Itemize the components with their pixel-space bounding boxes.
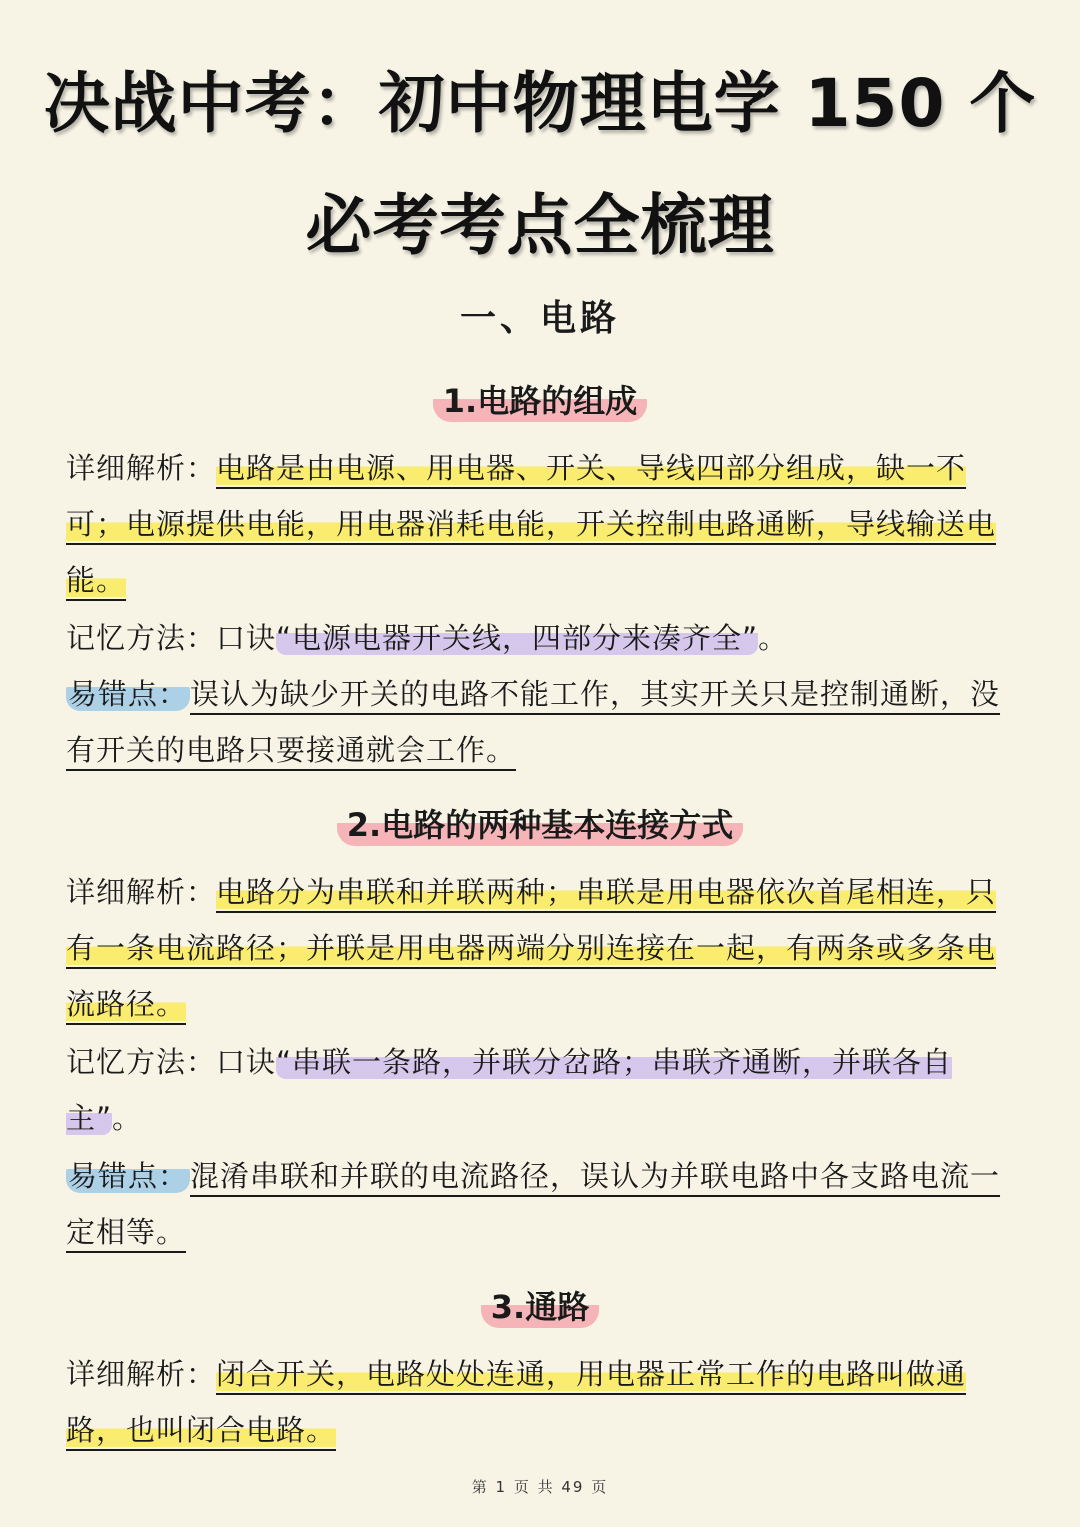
document-title-line-1: 决战中考：初中物理电学 150 个 [43, 65, 1037, 142]
topic-3-heading [0, 1282, 1080, 1328]
topic-1-heading-text: 1.电路的组成 [433, 382, 647, 422]
topic-2-memory-text: “串联一条路，并联分岔路；串联齐通断，并联各自主” [66, 1045, 953, 1135]
document-title-line-2: 必考考点全梳理 [305, 187, 775, 264]
memory-suffix: 。 [112, 1101, 143, 1135]
topic-2-heading [0, 800, 1080, 846]
detail-label: 详细解析： [66, 451, 217, 485]
topic-1-detail-text: 电路是由电源、用电器、开关、导线四部分组成，缺一不可；电源提供电能，用电器消耗电能，开关控制电路通断，导线输送电能。 [66, 451, 997, 597]
memory-suffix: 。 [758, 621, 789, 655]
detail-label: 详细解析： [66, 875, 217, 909]
topic-1-detail [66, 440, 1016, 608]
topic-2-heading-text: 2.电路的两种基本连接方式 [337, 806, 743, 846]
topic-3-heading-text: 3.通路 [481, 1288, 599, 1328]
topic-2-error [66, 1148, 1016, 1260]
topic-2-detail [66, 864, 1016, 1032]
topic-1-error [66, 666, 1016, 778]
topic-1-memory [66, 610, 1016, 666]
detail-label: 详细解析： [66, 1357, 217, 1391]
section-title: 一、电路 [459, 298, 620, 339]
topic-1-heading [0, 376, 1080, 422]
topic-2-detail-text: 电路分为串联和并联两种；串联是用电器依次首尾相连，只有一条电流路径；并联是用电器两端分别连接在一起，有两条或多条电流路径。 [66, 875, 997, 1021]
topic-1-memory-text: “电源电器开关线，四部分来凑齐全” [276, 621, 759, 655]
error-label: 易错点： [68, 1159, 189, 1193]
memory-prefix: 口诀 [216, 621, 277, 655]
topic-3-detail-text: 闭合开关，电路处处连通，用电器正常工作的电路叫做通路，也叫闭合电路。 [66, 1357, 967, 1447]
topic-3-detail [66, 1346, 1016, 1458]
topic-1-error-text: 误认为缺少开关的电路不能工作，其实开关只是控制通断，没有开关的电路只要接通就会工作。 [66, 677, 1001, 767]
memory-label: 记忆方法： [66, 1045, 217, 1079]
memory-prefix: 口诀 [216, 1045, 277, 1079]
page-footer: 第 1 页 共 49 页 [471, 1478, 609, 1496]
error-label: 易错点： [68, 677, 189, 711]
topic-2-error-text: 混淆串联和并联的电流路径，误认为并联电路中各支路电流一定相等。 [66, 1159, 1001, 1249]
topic-2-memory [66, 1034, 1016, 1146]
memory-label: 记忆方法： [66, 621, 217, 655]
